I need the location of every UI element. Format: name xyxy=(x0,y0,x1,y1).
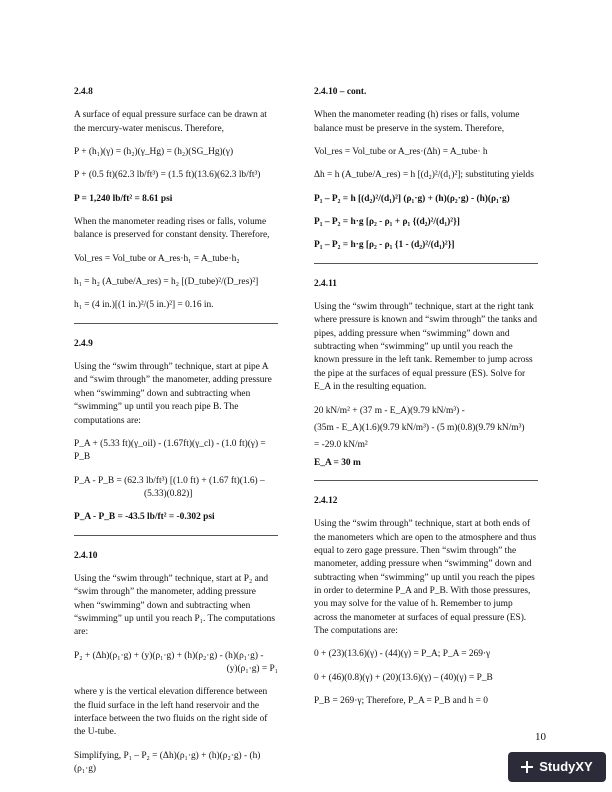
result-equation: P_A - P_B = -43.5 lb/ft² = -0.302 psi xyxy=(74,512,215,523)
equation: = -29.0 kN/m² xyxy=(314,440,368,451)
equation: P_A - P_B = (62.3 lb/ft³) [(1.0 ft) + (1.67 ft)(1.6) – xyxy=(74,475,265,486)
section-divider xyxy=(314,480,538,481)
left-column xyxy=(74,86,278,786)
equation: P + (0.5 ft)(62.3 lb/ft³) = (1.5 ft)(13.6)(62.3 lb/ft³) xyxy=(74,170,261,181)
paragraph: Using the “swim through” technique, start at both ends of the manometers which are open to the atmosphere and thus equal to zero gage pressure. Then “swim through” the manometer, adding pressure when “swimming” down and subtracting when “swimming” up until you reach the pipes in order to determine P_A and P_B. With those pressures, you may solve for the value of h. Remember to jump across the manometer at surfaces of equal pressure (ES). The computations are: xyxy=(314,519,537,636)
equation: 20 kN/m² + (37 m - E_A)(9.79 kN/m³) - xyxy=(314,405,465,416)
equation: P₂ + (Δh)(ρ₁·g) + (y)(ρ₁·g) + (h)(ρ₂·g) - (h)(ρ₁·g) - xyxy=(74,650,264,661)
result-equation: E_A = 30 m xyxy=(314,457,361,468)
paragraph: When the manometer reading (h) rises or falls, volume balance must be preserve in the system. Therefore, xyxy=(314,110,520,134)
paragraph: Using the “swim through” technique, start at P₂ and “swim through” the manometer, adding pressure when “swimming” down and subtracting when “swimming” up until you reach P₁. The computations are: xyxy=(74,573,275,638)
equation: P + (h₁)(γ) = (h₂)(γ_Hg) = (h₂)(SG_Hg)(γ) xyxy=(74,147,234,158)
equation-continuation: (5.33)(0.82)] xyxy=(144,488,193,499)
plus-icon xyxy=(521,761,533,773)
equation: (35m - E_A)(1.6)(9.79 kN/m³) - (5 m)(0.8)(9.79 kN/m³) xyxy=(314,422,525,433)
result-equation: P₁ – P₂ = h·g [ρ₂ - ρ₁ + ρ₁ {(d₂)²/(d₁)²}] xyxy=(314,217,460,228)
paragraph: When the manometer reading rises or falls, volume balance is preserved for constant density. Therefore, xyxy=(74,217,270,241)
section-2-4-9 xyxy=(74,338,278,536)
section-heading: 2.4.10 xyxy=(74,550,98,561)
right-column xyxy=(314,86,538,718)
section-heading: 2.4.12 xyxy=(314,495,338,506)
result-equation: P = 1,240 lb/ft² = 8.61 psi xyxy=(74,193,173,204)
result-equation: P_B = 269·γ; Therefore, P_A = P_B and h = 0 xyxy=(314,696,488,706)
equation: 0 + (46)(0.8)(γ) + (20)(13.6)(γ) – (40)(γ) = P_B xyxy=(314,672,493,683)
equation: Vol_res = Vol_tube or A_res·(Δh) = A_tube· h xyxy=(314,147,488,158)
section-heading: 2.4.8 xyxy=(74,87,93,97)
section-2-4-12 xyxy=(314,495,538,708)
result-equation: h₁ = (4 in.)[(1 in.)²/(5 in.)²] = 0.16 in. xyxy=(74,300,214,311)
section-heading: 2.4.9 xyxy=(74,338,93,349)
section-heading: 2.4.10 – cont. xyxy=(314,87,367,97)
equation: 0 + (23)(13.6)(γ) - (44)(γ) = P_A; P_A = 269·γ xyxy=(314,649,491,660)
studyxy-logo[interactable] xyxy=(508,752,606,782)
paragraph: A surface of equal pressure surface can be drawn at the mercury-water meniscus. Therefore, xyxy=(74,110,267,134)
section-divider xyxy=(74,535,278,536)
equation: Simplifying, P₁ – P₂ = (Δh)(ρ₁·g) + (h)(ρ₂·g) - (h)(ρ₁·g) xyxy=(74,750,261,775)
paragraph: Using the “swim through” technique, start at pipe A and “swim through” the manometer, adding pressure when “swimming” down and subtracting when “swimming” up until you reach pipe B. The computations are: xyxy=(74,362,272,426)
page-number: 10 xyxy=(535,731,546,743)
result-equation: P₁ – P₂ = h·g [ρ₂ - ρ₁ {1 - (d₂)²/(d₁)²}] xyxy=(314,240,455,251)
section-divider xyxy=(74,323,278,324)
result-equation: P₁ – P₂ = h [(d₂)²/(d₁)²] (ρ₁·g) + (h)(ρ₂·g) - (h)(ρ₁·g) xyxy=(314,193,510,204)
section-2-4-8 xyxy=(74,86,278,324)
section-2-4-11 xyxy=(314,278,538,481)
equation: Δh = h (A_tube/A_res) = h [(d₂)²/(d₁)²]; substituting yields xyxy=(314,170,534,181)
section-divider xyxy=(314,263,538,264)
paragraph: where y is the vertical elevation difference between the fluid surface in the left hand reservoir and the interface between the two fluids on the right side of the U-tube. xyxy=(74,687,268,738)
equation: Vol_res = Vol_tube or A_res·h₁ = A_tube·h₂ xyxy=(74,253,240,264)
equation: P_A + (5.33 ft)(γ_oil) - (1.67ft)(γ_cl) - (1.0 ft)(γ) = P_B xyxy=(74,438,266,463)
equation: h₁ = h₂ (A_tube/A_res) = h₂ [(D_tube)²/(D_res)²] xyxy=(74,277,259,288)
logo-text: StudyXY xyxy=(539,758,593,774)
section-2-4-10 xyxy=(74,550,278,777)
equation-continuation: (y)(ρ₁·g) = P₁ xyxy=(226,663,278,674)
section-heading: 2.4.11 xyxy=(314,278,337,289)
paragraph: Using the “swim through” technique, start at the right tank where pressure is known and “swim through” the tanks and pipes, adding pressure when “swimming” down and subtracting when “swimming” up until you reach the known pressure in the left tank. Remember to jump across the pipe at the surfaces of equal pressure (ES). Solve for E_A in the resulting equation. xyxy=(314,302,538,393)
section-2-4-10-cont xyxy=(314,86,538,264)
